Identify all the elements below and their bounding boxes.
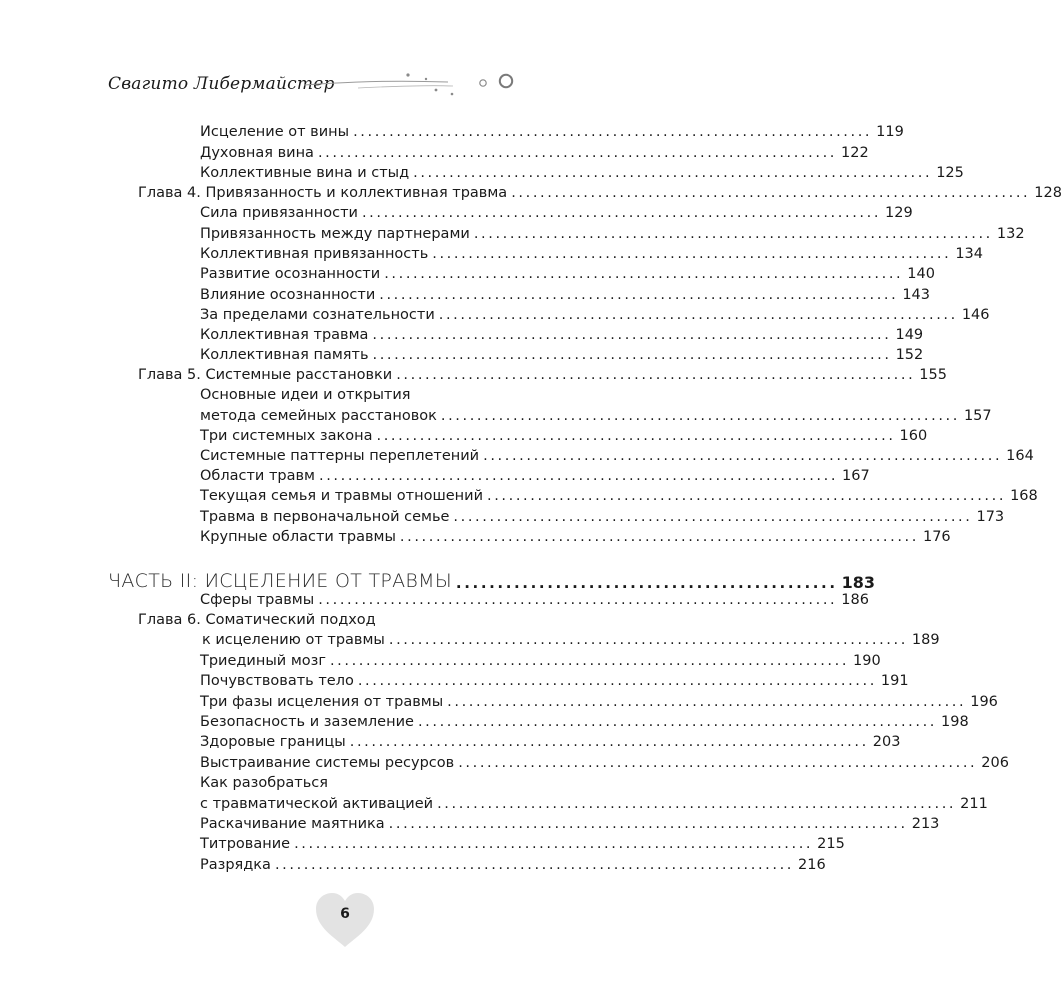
- toc-entry[interactable]: Сферы травмы ........................................................................ 186: [200, 592, 869, 608]
- toc-chapter-entry[interactable]: Глава 5. Системные расстановки ........................................................................ 155: [138, 367, 947, 383]
- toc-entry[interactable]: За пределами сознательности ........................................................................ 146: [200, 307, 990, 323]
- page-number: 198: [941, 714, 969, 730]
- toc-entry[interactable]: Здоровые границы ........................................................................ 203: [200, 734, 901, 750]
- page-number: 155: [919, 367, 947, 383]
- page-number: 164: [1006, 448, 1034, 464]
- page-number: 176: [922, 529, 951, 545]
- toc-chapter-line1: Глава 6. Соматический подход: [138, 612, 376, 628]
- toc-entry[interactable]: Почувствовать тело ........................................................................ 191: [200, 673, 909, 689]
- page-number: 183: [841, 573, 876, 592]
- page-number: 196: [970, 694, 998, 710]
- page-number: 149: [895, 327, 924, 343]
- page-number: 189: [911, 632, 940, 648]
- page-number: 125: [936, 165, 964, 181]
- toc-entry[interactable]: Исцеление от вины ........................................................................ 119: [200, 124, 904, 140]
- author-name: Свагито Либермайстер: [108, 74, 335, 94]
- page-number: 191: [880, 673, 909, 689]
- page-number: 186: [841, 592, 869, 608]
- toc-entry[interactable]: с травматической активацией ........................................................................ 211: [200, 796, 988, 812]
- page-number: 119: [876, 124, 904, 140]
- page-number: 134: [955, 246, 984, 262]
- toc-entry[interactable]: Три фазы исцеления от травмы ........................................................................ 196: [200, 694, 998, 710]
- page-number: 129: [885, 205, 913, 221]
- toc-entry[interactable]: Три системных закона ........................................................................ 160: [200, 428, 928, 444]
- page-number: 152: [895, 347, 924, 363]
- page-number: 160: [899, 428, 928, 444]
- toc-part-heading[interactable]: ЧАСТЬ II: ИСЦЕЛЕНИЕ ОТ ТРАВМЫ .............................................. 183: [108, 570, 876, 592]
- page-number: 190: [853, 653, 881, 669]
- page-number: 122: [841, 145, 869, 161]
- toc-entry[interactable]: Коллективная память ........................................................................ 152: [200, 347, 924, 363]
- toc-entry[interactable]: Выстраивание системы ресурсов ........................................................................ 206: [200, 755, 1009, 771]
- page-number: 143: [902, 287, 931, 303]
- toc-entry[interactable]: Сила привязанности ........................................................................ 129: [200, 205, 913, 221]
- page-number-footer: 6: [340, 906, 350, 922]
- toc-entry-line1: Как разобраться: [200, 775, 328, 791]
- page-number: 206: [981, 755, 1009, 771]
- page-number: 128: [1034, 185, 1062, 201]
- toc-entry[interactable]: Текущая семья и травмы отношений ........................................................................ 168: [200, 488, 1038, 504]
- toc-entry-line1: Основные идеи и открытия: [200, 387, 411, 403]
- toc-entry[interactable]: Системные паттерны переплетений ........................................................................ 164: [200, 448, 1034, 464]
- running-header: [108, 70, 528, 100]
- page-number: 216: [798, 857, 826, 873]
- page-number: 211: [960, 796, 988, 812]
- toc-entry[interactable]: Раскачивание маятника ........................................................................ 213: [200, 816, 940, 832]
- page-number: 140: [907, 266, 935, 282]
- toc-entry[interactable]: Влияние осознанности ........................................................................ 143: [200, 287, 931, 303]
- part-title: ЧАСТЬ II: ИСЦЕЛЕНИЕ ОТ ТРАВМЫ: [108, 570, 452, 592]
- page-number: 157: [963, 408, 992, 424]
- toc-entry[interactable]: Разрядка ........................................................................ 216: [200, 857, 826, 873]
- toc-entry[interactable]: Триединый мозг ........................................................................ 190: [200, 653, 881, 669]
- toc-entry[interactable]: Титрование ........................................................................ 215: [200, 836, 845, 852]
- page-number: 213: [911, 816, 940, 832]
- page-number: 146: [961, 307, 990, 323]
- toc-entry[interactable]: Коллективная привязанность ........................................................................ 134: [200, 246, 984, 262]
- toc-entry[interactable]: Крупные области травмы ........................................................................ 176: [200, 529, 951, 545]
- toc-chapter-entry[interactable]: к исцелению от травмы ........................................................................ 189: [202, 632, 940, 648]
- toc-entry[interactable]: Привязанность между партнерами ........................................................................ 132: [200, 226, 1025, 242]
- toc-chapter-entry[interactable]: Глава 4. Привязанность и коллективная травма ........................................................................ 128: [138, 185, 1062, 201]
- toc-entry[interactable]: Области травм ........................................................................ 167: [200, 468, 870, 484]
- toc-entry[interactable]: Коллективные вина и стыд ........................................................................ 125: [200, 165, 964, 181]
- page-number: 168: [1010, 488, 1038, 504]
- page-number: 203: [872, 734, 901, 750]
- toc-entry[interactable]: Безопасность и заземление ........................................................................ 198: [200, 714, 969, 730]
- toc-entry[interactable]: Коллективная травма ........................................................................ 149: [200, 327, 924, 343]
- toc-entry[interactable]: метода семейных расстановок ........................................................................ 157: [200, 408, 992, 424]
- page-number: 167: [842, 468, 870, 484]
- page-number: 173: [976, 509, 1005, 525]
- page-number: 132: [996, 226, 1025, 242]
- header-ornament-icon: [108, 70, 528, 100]
- page-number: 215: [817, 836, 845, 852]
- toc-entry[interactable]: Духовная вина ........................................................................ 122: [200, 145, 869, 161]
- toc-entry[interactable]: Развитие осознанности ........................................................................ 140: [200, 266, 935, 282]
- toc-entry[interactable]: Травма в первоначальной семье ........................................................................ 173: [200, 509, 1005, 525]
